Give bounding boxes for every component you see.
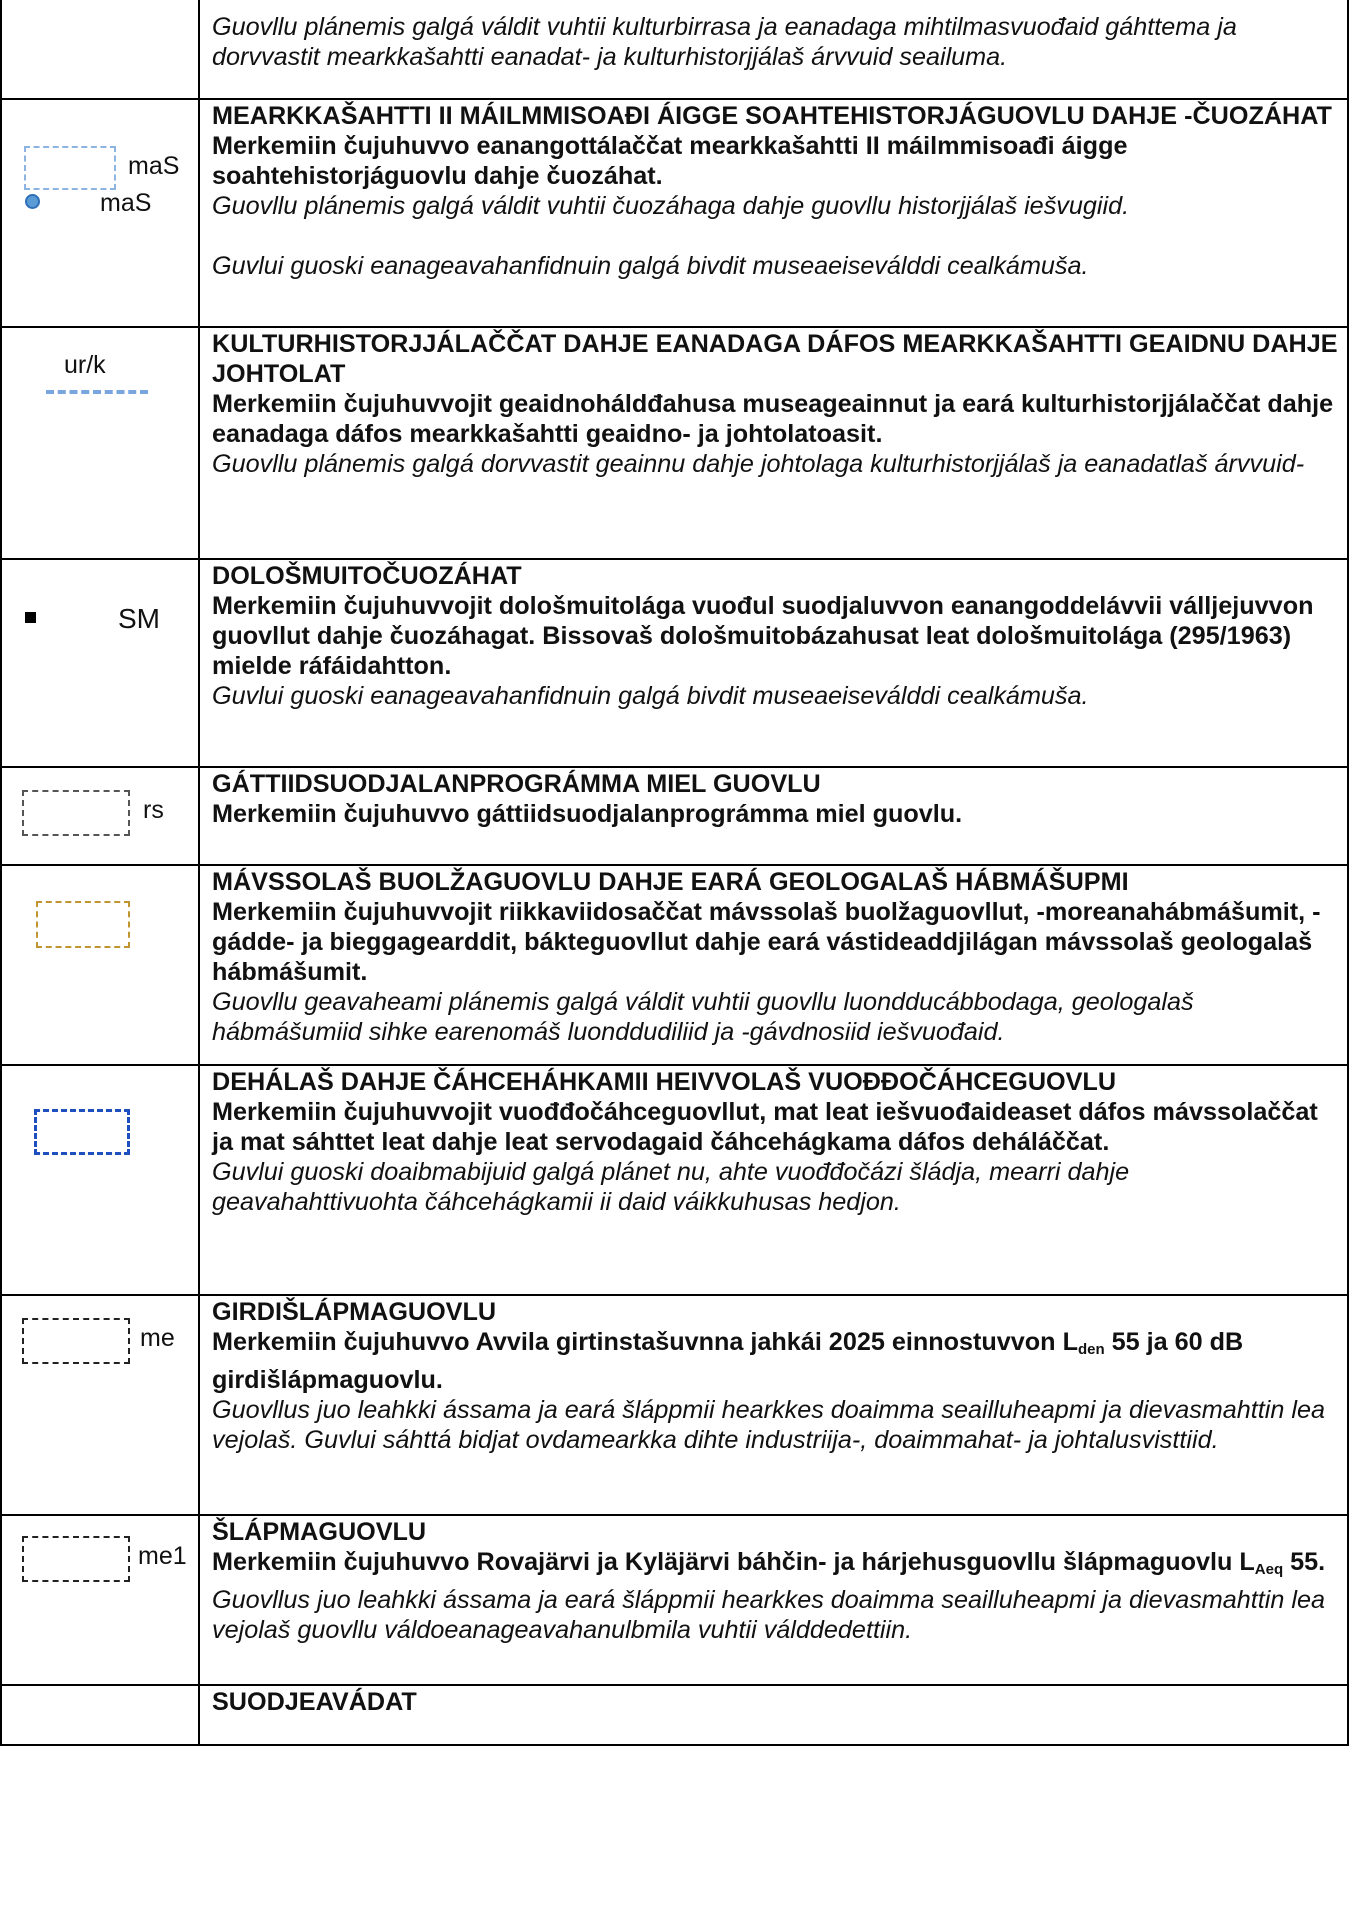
text-cell <box>199 99 1348 327</box>
guidance-text: Guvlui guoski doaibmabijuid galgá plánet nu, ahte vuođđočázi šládja, mearri dahje geavahahttivuohta čáhcehágkamii ii daid váikkuhusas hedjon. <box>212 1158 1130 1216</box>
noise-code-label: me1 <box>138 1542 187 1570</box>
shore-code-label: rs <box>143 796 164 824</box>
row-heading: MEARKKAŠAHTTI II MÁILMMISOAĐI ÁIGGE SOAHTEHISTORJÁGUOVLU DAHJE -ČUOZÁHAT <box>212 102 1332 130</box>
guidance-text: Guovllus juo leahkki ássama ja eará šláppmii hearkkes doaimma seailluheapmi ja dievasmahttin lea vejolaš. Guvlui sáhttá bidjat ovdamearkka dihte industriija-, doaimmahat- ja johtalusvisttiid. <box>212 1396 1326 1454</box>
guidance-text: Guvlui guoski eanageavahanfidnuin galgá bivdit museaeiseválddi cealkámuša. <box>212 682 1089 710</box>
row-description: Merkemiin čujuhuvvojit riikkaviidosaččat mávssolaš buolžaguovllut, -moreanahábmášumit, -gádde- ja bieggagearddit, bákteguovllut dahje eará vástideaddjilágan mávssolaš geologalaš hábmášumit. <box>212 898 1321 986</box>
guidance-text: Guovllu plánemis galgá váldit vuhtii čuozáhaga dahje guovllu historjjálaš iešvugiid. <box>212 192 1130 220</box>
legend-row-me <box>1 1295 1348 1515</box>
symbol-cell-me <box>1 1295 199 1515</box>
legend-row-maS <box>1 99 1348 327</box>
filled-square-icon <box>25 612 36 623</box>
legend-row-SM <box>1 559 1348 767</box>
dashdot-rectangle-icon <box>36 901 130 948</box>
symbol-cell-empty <box>1 1685 199 1745</box>
symbol-cell-SM <box>1 559 199 767</box>
text-cell <box>199 767 1348 865</box>
legend-row-rs <box>1 767 1348 865</box>
row-heading: DEHÁLAŠ DAHJE ČÁHCEHÁHKAMII HEIVVOLAŠ VUOĐĐOČÁHCEGUOVLU <box>212 1068 1117 1096</box>
guidance-text: Guovllus juo leahkki ássama ja eará šláppmii hearkkes doaimma seailluheapmi ja dievasmahttin lea vejolaš guovllu váldoeanageavahanulbmila vuhtii válddedettiin. <box>212 1586 1326 1644</box>
text-cell <box>199 1685 1348 1745</box>
text-cell <box>199 559 1348 767</box>
row-description: Merkemiin čujuhuvvojit vuođđočáhceguovllut, mat leat iešvuođaideaset dáfos mávssolaččat ja mat sáhttet leat dahje leat servodagaid čáhcehágkama dáfos deháláččat. <box>212 1098 1318 1156</box>
dashdot-rectangle-icon <box>34 1109 130 1155</box>
text-cell <box>199 327 1348 559</box>
symbol-cell-rs <box>1 767 199 865</box>
symbol-cell-empty <box>1 0 199 99</box>
point-code-label: maS <box>100 189 152 217</box>
row-heading: GÁTTIIDSUODJALANPROGRÁMMA MIEL GUOVLU <box>212 770 821 798</box>
symbol-cell-groundwater <box>1 1065 199 1295</box>
legend-row-protection <box>1 1685 1348 1745</box>
row-description: Merkemiin čujuhuvvo eanangottálaččat mearkkašahtti II máilmmisoađi áigge soahtehistorjáguovlu dahje čuozáhat. <box>212 132 1128 190</box>
dashed-line-icon <box>46 390 148 394</box>
dashdot-rectangle-icon <box>22 790 130 836</box>
noise-code-label: me <box>140 1324 175 1352</box>
circle-point-icon <box>25 194 40 209</box>
text-cell <box>199 865 1348 1065</box>
guidance-text: Guovllu plánemis galgá váldit vuhtii kulturbirrasa ja eanadaga mihtilmasvuođaid gáhttema ja dorvvastit mearkkašahtti eanadat- ja kulturhistorjjálaš árvvuid seailuma. <box>212 13 1237 71</box>
row-description: Merkemiin čujuhuvvojit geaidnoháldđahusa museageainnut ja eará kulturhistorjjálaččat dahje eanadaga dáfos mearkkašahtti geaidno- ja johtolatoasit. <box>212 390 1334 448</box>
legend-row-landscape-note <box>1 0 1348 99</box>
legend-row-ur-k <box>1 327 1348 559</box>
guidance-text: Guovllu plánemis galgá dorvvastit geainnu dahje johtolaga kulturhistorjjálaš ja eanadatlaš árvvuid- <box>212 450 1305 478</box>
row-heading: MÁVSSOLAŠ BUOLŽAGUOVLU DAHJE EARÁ GEOLOGALAŠ HÁBMÁŠUPMI <box>212 868 1129 896</box>
legend-row-geology <box>1 865 1348 1065</box>
area-code-label: maS <box>128 152 180 180</box>
route-code-label: ur/k <box>64 351 106 379</box>
dashdot-rectangle-icon <box>24 146 116 190</box>
guidance-text: Guovllu geavaheami plánemis galgá váldit vuhtii guovllu luondducábbodaga, geologalaš hábmášumiid sihke earenomáš luonddudiliid ja -gávdnosiid iešvuođaid. <box>212 988 1194 1046</box>
text-cell <box>199 1515 1348 1685</box>
row-description: Merkemiin čujuhuvvo Avvila girtinstašuvnna jahkái 2025 einnostuvvon $L_{den}$ 55 ja 60 dB girdišlápmaguovlu. <box>212 1328 1244 1394</box>
symbol-cell-ur-k <box>1 327 199 559</box>
symbol-cell-maS <box>1 99 199 327</box>
row-heading: ŠLÁPMAGUOVLU <box>212 1518 427 1546</box>
symbol-cell-geology <box>1 865 199 1065</box>
text-cell <box>199 1065 1348 1295</box>
row-heading: GIRDIŠLÁPMAGUOVLU <box>212 1298 497 1326</box>
guidance-text: Guvlui guoski eanageavahanfidnuin galgá bivdit museaeiseválddi cealkámuša. <box>212 252 1089 280</box>
legend-row-me1 <box>1 1515 1348 1685</box>
row-heading: DOLOŠMUITOČUOZÁHAT <box>212 562 522 590</box>
text-cell <box>199 1295 1348 1515</box>
legend-row-groundwater <box>1 1065 1348 1295</box>
row-heading: KULTURHISTORJJÁLAČČAT DAHJE EANADAGA DÁFOS MEARKKAŠAHTTI GEAIDNU DAHJE JOHTOLAT <box>212 330 1338 388</box>
row-description: Merkemiin čujuhuvvo gáttiidsuodjalanprográmma miel guovlu. <box>212 800 963 828</box>
row-heading: SUODJEAVÁDAT <box>212 1688 417 1716</box>
symbol-cell-me1 <box>1 1515 199 1685</box>
row-description: Merkemiin čujuhuvvo Rovajärvi ja Kyläjärvi báhčin- ja hárjehusguovllu šlápmaguovlu $L_{Aeq}$ 55. <box>212 1548 1326 1578</box>
row-description: Merkemiin čujuhuvvojit dološmuitolága vuođul suodjaluvvon eanangoddelávvii válljejuvvon guovllut dahje čuozáhagat. Bissovaš dološmuitobázahusat leat dološmuitolága (295/1963) mielde ráfáidahtton. <box>212 592 1314 680</box>
dashdot-rectangle-icon <box>22 1318 130 1364</box>
text-cell <box>199 0 1348 99</box>
dashdot-rectangle-icon <box>22 1536 130 1582</box>
monument-code-label: SM <box>118 603 160 634</box>
